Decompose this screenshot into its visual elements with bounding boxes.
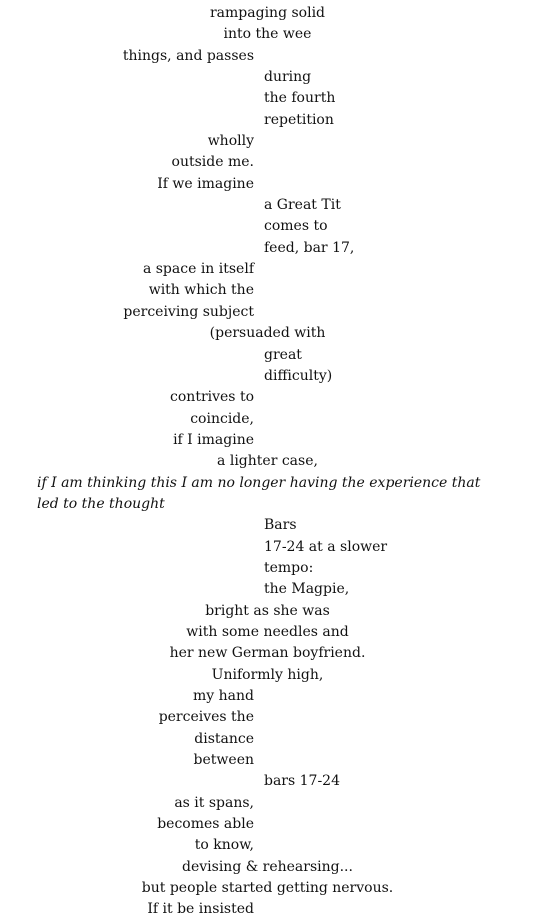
poem-line: a lighter case, [217, 453, 318, 470]
poem-line: Bars [264, 517, 297, 534]
poem-line: perceives the [158, 709, 254, 726]
poem-line: If we imagine [157, 175, 254, 192]
poem-line: during [264, 69, 312, 86]
poem-line: If it be insisted [147, 901, 254, 918]
poem-line: with which the [148, 282, 254, 299]
poem-line: the Magpie, [264, 581, 350, 598]
poem-line: difficulty) [264, 367, 333, 384]
poem-line: repetition [264, 111, 334, 128]
poem-line-italic: if I am thinking this I am no longer having the experience that led to the thought [37, 474, 481, 512]
poem-line: her new German boyfriend. [169, 645, 366, 662]
poem-line: things, and passes [122, 47, 254, 64]
poem-line: (persuaded with [209, 325, 326, 342]
poem-line: as it spans, [174, 794, 254, 811]
poem-line: rampaging solid [209, 5, 326, 21]
poem-line: becomes able [157, 816, 254, 833]
poem-line: my hand [193, 688, 254, 704]
poem-line: outside me. [171, 154, 254, 171]
poem-line: coincide, [190, 410, 254, 427]
poem-line: perceiving subject [123, 303, 254, 320]
poem-line: devising & rehearsing... [182, 858, 353, 875]
poem-line: Uniformly high, [211, 666, 324, 683]
poem-text [0, 3, 535, 921]
poem-line: into the wee [223, 26, 312, 43]
poem-line: comes to [264, 218, 328, 235]
poem-line: 17-24 at a slower [264, 538, 388, 555]
poem-line: bright as she was [205, 602, 330, 619]
poem-line: the fourth [264, 90, 336, 107]
poem-line: distance [194, 730, 254, 747]
poem-line: contrives to [170, 389, 254, 406]
poem-line: but people started getting nervous. [141, 880, 394, 897]
poem-line: a space in itself [142, 261, 254, 278]
poem-line: bars 17-24 [264, 773, 340, 790]
poem-line: a Great Tit [264, 197, 341, 214]
poem-line: with some needles and [186, 623, 349, 640]
poem-line: between [193, 752, 254, 769]
poem-line: to know, [194, 837, 254, 854]
poem-line: great [264, 346, 302, 363]
poem-line: wholly [207, 133, 254, 150]
poem-line: feed, bar 17, [264, 239, 355, 256]
poem-line: tempo: [264, 559, 314, 576]
poem-line: if I imagine [173, 431, 254, 448]
